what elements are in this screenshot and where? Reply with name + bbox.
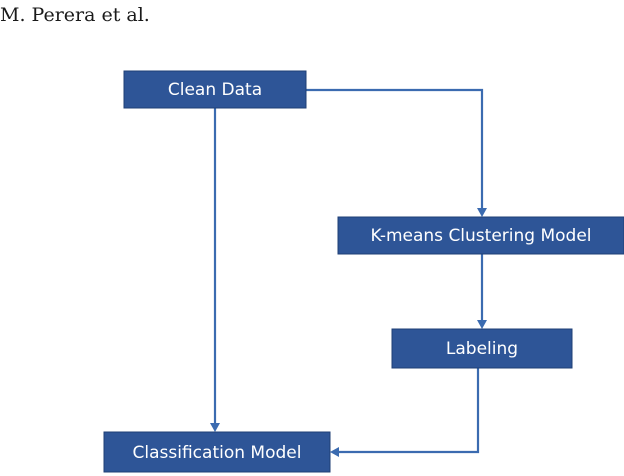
node-clean-data xyxy=(124,71,306,108)
arrowhead-kmeans xyxy=(477,208,487,217)
node-classification xyxy=(104,432,330,472)
node-labeling-label: Labeling xyxy=(445,339,519,359)
arrowhead-classification-right xyxy=(330,447,339,457)
node-kmeans-label: K-means Clustering Model xyxy=(370,226,592,246)
node-kmeans xyxy=(338,217,624,254)
node-clean-data-label: Clean Data xyxy=(167,80,263,100)
edge-labeling-to-classification xyxy=(338,368,478,452)
running-header: M. Perera et al. xyxy=(0,4,150,26)
arrowhead-labeling xyxy=(477,320,487,329)
node-labeling xyxy=(392,329,572,368)
edge-clean-data-to-kmeans xyxy=(306,90,482,209)
node-classification-label: Classification Model xyxy=(132,443,302,463)
connectors xyxy=(210,90,487,457)
arrowhead-classification-top xyxy=(210,423,220,432)
